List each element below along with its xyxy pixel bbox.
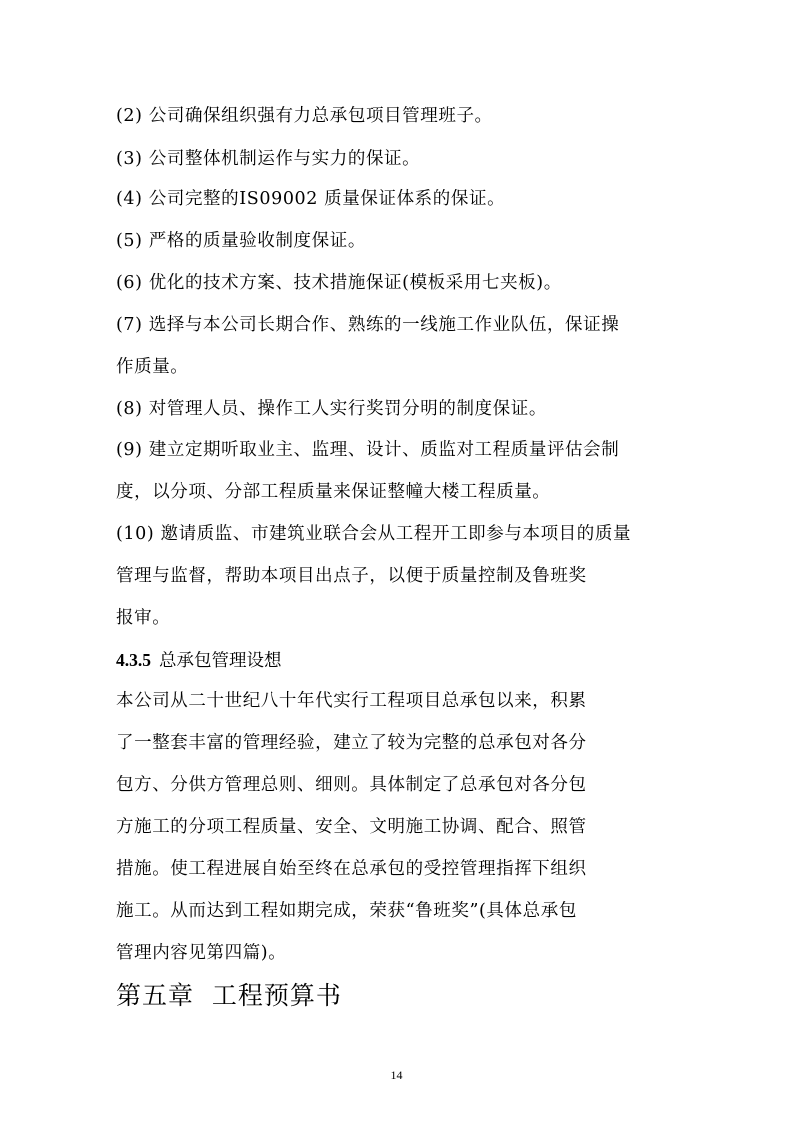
list-item-7-cont: 作质量。 bbox=[116, 357, 189, 377]
paragraph-line: 了一整套丰富的管理经验，建立了较为完整的总承包对各分 bbox=[116, 733, 587, 753]
list-item-10: (10) 邀请质监、市建筑业联合会从工程开工即参与本项目的质量 bbox=[116, 524, 632, 544]
paragraph-line: 本公司从二十世纪八十年代实行工程项目总承包以来，积累 bbox=[116, 691, 587, 711]
list-item-10-cont2: 报审。 bbox=[116, 608, 171, 628]
section-title: 总承包管理设想 bbox=[159, 651, 282, 671]
list-item-8: (8) 对管理人员、操作工人实行奖罚分明的制度保证。 bbox=[116, 399, 547, 419]
list-item-9-cont: 度，以分项、分部工程质量来保证整幢大楼工程质量。 bbox=[116, 482, 551, 502]
paragraph-line: 施工。从而达到工程如期完成，荣获“鲁班奖”(具体总承包 bbox=[116, 901, 577, 921]
list-item-3: (3) 公司整体机制运作与实力的保证。 bbox=[116, 149, 421, 169]
list-item-7: (7) 选择与本公司长期合作、熟练的一线施工作业队伍，保证操 bbox=[116, 315, 620, 335]
list-item-2: (2) 公司确保组织强有力总承包项目管理班子。 bbox=[116, 106, 493, 126]
section-heading bbox=[116, 648, 282, 673]
section-number: 4.3.5 bbox=[116, 650, 151, 670]
chapter-title: 第五章 工程预算书 bbox=[116, 981, 342, 1010]
paragraph-line: 包方、分供方管理总则、细则。具体制定了总承包对各分包 bbox=[116, 775, 587, 795]
list-item-5: (5) 严格的质量验收制度保证。 bbox=[116, 231, 366, 251]
list-item-4: (4) 公司完整的IS09002 质量保证体系的保证。 bbox=[116, 189, 506, 209]
paragraph-line: 措施。使工程进展自始至终在总承包的受控管理指挥下组织 bbox=[116, 859, 587, 879]
paragraph-line: 方施工的分项工程质量、安全、文明施工协调、配合、照管 bbox=[116, 817, 587, 837]
list-item-6: (6) 优化的技术方案、技术措施保证(模板采用七夹板)。 bbox=[116, 273, 562, 293]
list-item-10-cont: 管理与监督，帮助本项目出点子，以便于质量控制及鲁班奖 bbox=[116, 566, 587, 586]
page-number: 14 bbox=[390, 1068, 403, 1082]
paragraph-line: 管理内容见第四篇)。 bbox=[116, 943, 287, 963]
list-item-9: (9) 建立定期听取业主、监理、设计、质监对工程质量评估会制 bbox=[116, 440, 620, 460]
